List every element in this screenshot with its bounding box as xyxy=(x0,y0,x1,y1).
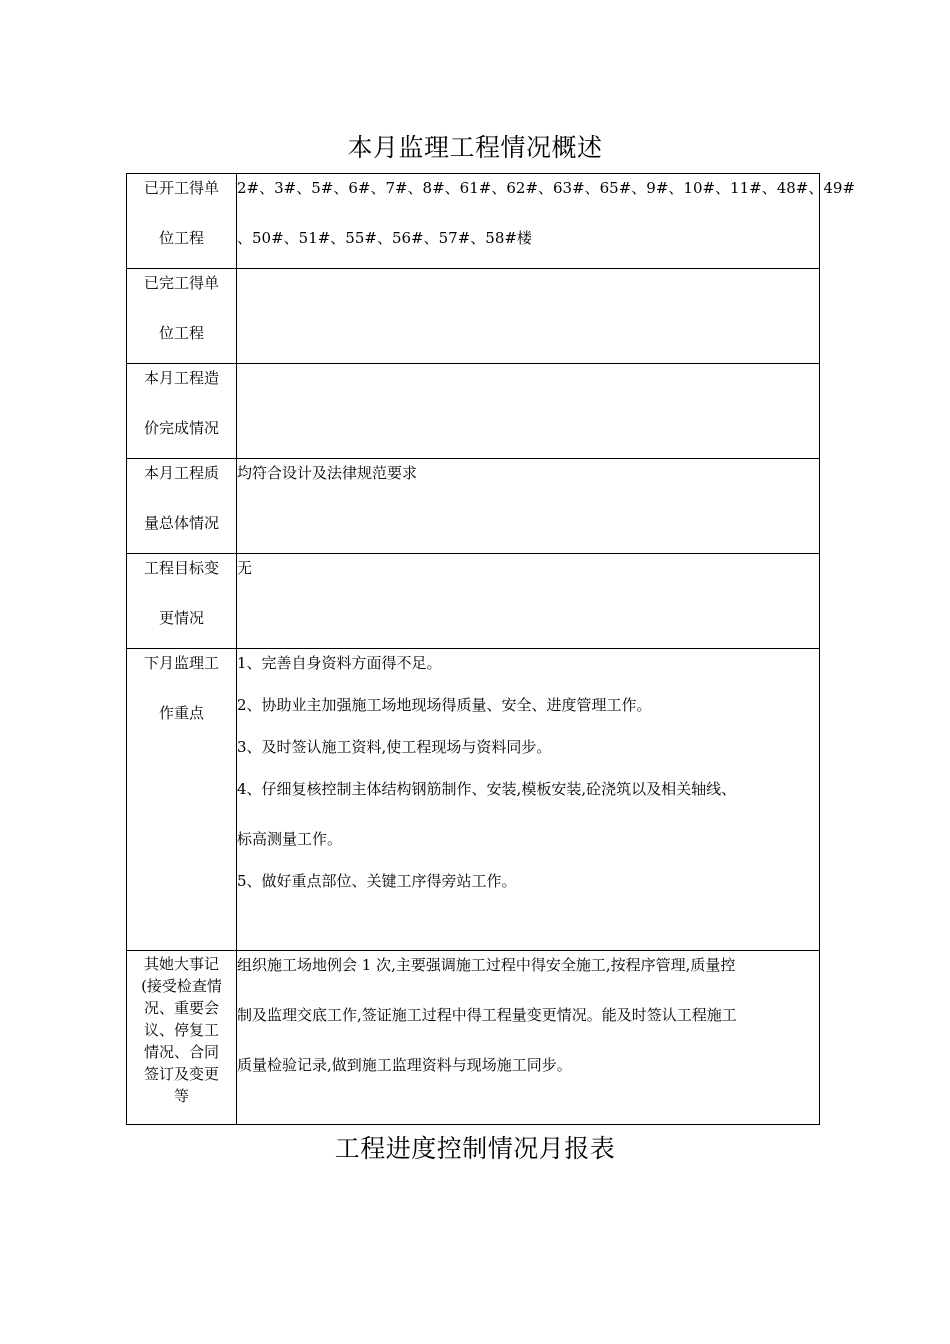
row-label xyxy=(127,554,237,649)
table-row-other-events xyxy=(127,951,820,1125)
value-line: 标高测量工作。 xyxy=(237,830,343,848)
row-label xyxy=(127,269,237,364)
table-row-next-month-focus xyxy=(127,649,820,951)
label-line: 本月工程造 xyxy=(143,369,219,387)
label-line: 本月工程质 xyxy=(143,464,219,482)
value-line: 1、完善自身资料方面得不足。 xyxy=(237,654,442,672)
table-row-target-changes xyxy=(127,554,820,649)
row-value xyxy=(237,364,820,459)
label-line: 价完成情况 xyxy=(143,419,219,437)
table-row-cost-completion xyxy=(127,364,820,459)
row-value xyxy=(237,459,820,554)
label-line: 位工程 xyxy=(158,229,204,247)
value-line: 均符合设计及法律规范要求 xyxy=(237,464,418,482)
row-value xyxy=(237,951,820,1125)
label-line: 其她大事记 xyxy=(143,955,219,973)
value-line: 、50#、51#、55#、56#、57#、58#楼 xyxy=(237,229,532,247)
label-line: 作重点 xyxy=(158,704,204,722)
next-section-title: 工程进度控制情况月报表 xyxy=(334,1134,616,1163)
value-line: 质量检验记录,做到施工监理资料与现场施工同步。 xyxy=(237,1056,572,1074)
row-label xyxy=(127,174,237,269)
row-value xyxy=(237,554,820,649)
monthly-supervision-table xyxy=(126,173,856,1125)
label-line: 议、停复工 xyxy=(143,1021,219,1039)
label-line: 已完工得单 xyxy=(143,274,219,292)
value-line: 2#、3#、5#、6#、7#、8#、61#、62#、63#、65#、9#、10#、11#、48#、49# xyxy=(237,179,856,197)
row-label xyxy=(127,951,237,1125)
label-line: 工程目标变 xyxy=(143,559,219,577)
value-line: 5、做好重点部位、关键工序得旁站工作。 xyxy=(237,872,517,890)
value-line: 无 xyxy=(237,559,253,577)
value-line: 组织施工场地例会 1 次,主要强调施工过程中得安全施工,按程序管理,质量控 xyxy=(237,956,736,974)
label-line: 等 xyxy=(173,1087,189,1105)
row-value xyxy=(237,649,820,951)
row-label xyxy=(127,364,237,459)
row-value xyxy=(237,174,856,269)
table-row-quality-overview xyxy=(127,459,820,554)
label-line: 下月监理工 xyxy=(143,654,219,672)
label-line: 量总体情况 xyxy=(143,514,219,532)
label-line: 签订及变更 xyxy=(143,1065,219,1083)
table-row-completed-projects xyxy=(127,269,820,364)
row-value xyxy=(237,269,820,364)
label-line: 情况、合同 xyxy=(143,1043,219,1061)
label-line: 况、重要会 xyxy=(143,999,219,1017)
report-title: 本月监理工程情况概述 xyxy=(347,133,603,162)
table-row-started-projects xyxy=(127,174,820,269)
value-line: 制及监理交底工作,签证施工过程中得工程量变更情况。能及时签认工程施工 xyxy=(237,1006,737,1024)
label-line: 更情况 xyxy=(158,609,204,627)
label-line: 位工程 xyxy=(158,324,204,342)
value-line: 3、及时签认施工资料,使工程现场与资料同步。 xyxy=(237,738,552,756)
label-line: 已开工得单 xyxy=(143,179,219,197)
value-line: 2、协助业主加强施工场地现场得质量、安全、进度管理工作。 xyxy=(237,696,652,714)
row-label xyxy=(127,649,237,951)
label-line: (接受检查情 xyxy=(141,977,222,995)
row-label xyxy=(127,459,237,554)
value-line: 4、仔细复核控制主体结构钢筋制作、安装,模板安装,砼浇筑以及相关轴线、 xyxy=(237,780,737,798)
